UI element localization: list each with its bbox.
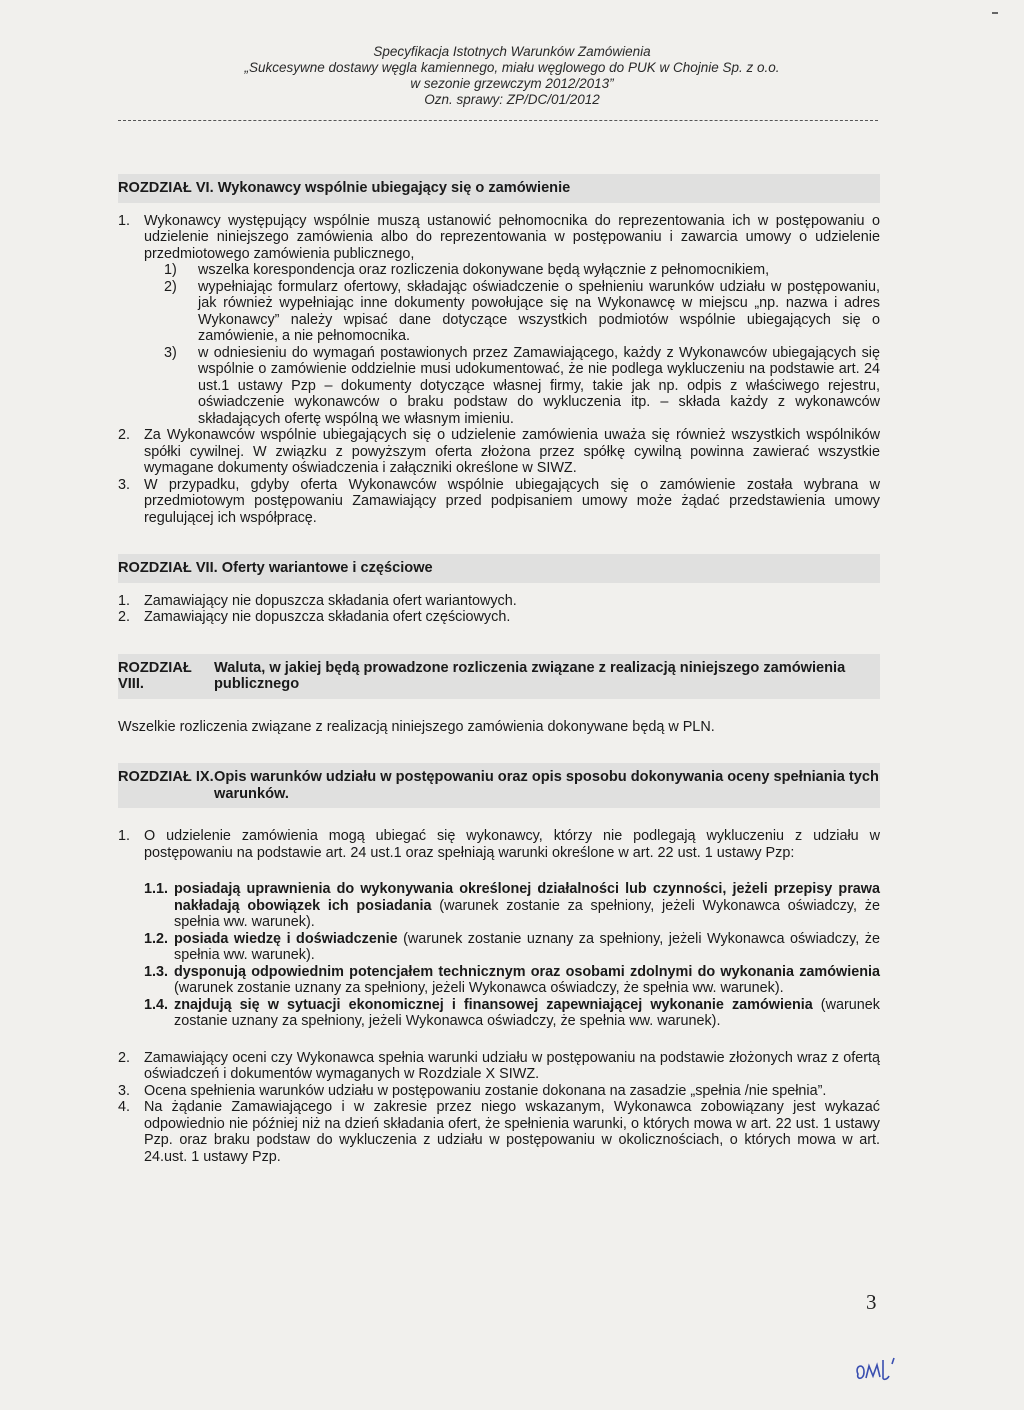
document-body	[118, 174, 880, 1165]
list-item: 2. Za Wykonawców wspólnie ubiegających się o udzielenie zamówienia uważa się również wszystkich wspólników spółki cywilnej. W związku z powyższym oferta złożona przez spółkę cywilną powinna zawierać wszystkie wymagane dokumenty oświadczenia i załączniki określone w SIWZ.	[118, 427, 880, 476]
section-title: Waluta, w jakiej będą prowadzone rozliczenia związane z realizacją niniejszego zamówienia publicznego	[214, 659, 846, 692]
list-item: 1. O udzielenie zamówienia mogą ubiegać się wykonawcy, którzy nie podlegają wykluczeniu z udziału w postępowaniu na podstawie art. 24 ust.1 oraz spełniają warunki określone w art. 22 ust. 1 ustawy Pzp:	[118, 828, 880, 861]
condition-item: 1.2. posiada wiedzę i doświadczenie (warunek zostanie uznany za spełniony, jeżeli Wykonawca oświadczy, że spełnia ww. warunek).	[144, 930, 880, 963]
section-title: Opis warunków udziału w postępowaniu oraz opis sposobu dokonywania oceny spełniania tych warunków.	[214, 769, 879, 802]
list-item: 1) wszelka korespondencja oraz rozliczenia dokonywane będą wyłącznie z pełnomocnikiem,	[164, 262, 880, 279]
scan-mark	[992, 12, 998, 14]
condition-item: 1.3. dysponują odpowiednim potencjałem technicznym oraz osobami zdolnymi do wykonania zamówienia (warunek zostanie uznany za spełniony, jeżeli Wykonawca oświadczy, że spełnia ww. warunek).	[144, 963, 880, 996]
signature-initials	[852, 1352, 906, 1386]
paragraph: wszelka korespondencja oraz rozliczenia dokonywane będą wyłącznie z pełnomocnikiem,	[198, 262, 770, 278]
condition-item: 1.4. znajdują się w sytuacji ekonomicznej i finansowej zapewniającej wykonanie zamówienia (warunek zostanie uznany za spełniony, jeżeli Wykonawca oświadczy, że spełnia ww. warunek).	[144, 996, 880, 1029]
paragraph: w odniesieniu do wymagań postawionych przez Zamawiającego, każdy z Wykonawców ubiegających się wspólnie o zamówienie oddzielnie musi udokumentować, że nie podlega wykluczeniu na podstawie art. 24 ust.1 ustawy Pzp – dokumenty dotyczące własnej firmy, takie jak np. odpis z właściwego rejestru, oświadczenie wykonawców o braku podstaw do wykluczenia itp. – składa każdy z wykonawców składających ofertę wspólną we własnym imieniu.	[198, 344, 880, 427]
list-item: 3. W przypadku, gdyby oferta Wykonawców wspólnie ubiegających się o zamówienie została wybrana w przedmiotowym postępowaniu Zamawiający przed podpisaniem umowy może żądać przedstawienia umowy regulującej ich współpracę.	[118, 476, 880, 526]
list-item: 2. Zamawiający nie dopuszcza składania ofert częściowych.	[118, 609, 880, 626]
list-item: 4. Na żądanie Zamawiającego i w zakresie przez niego wskazanym, Wykonawca zobowiązany jest wykazać odpowiednio nie później niż na dzień składania ofert, że spełnienia warunki, o których mowa w art. 22 ust. 1 ustawy Pzp. oraz braku podstaw do wykluczenia z udziału w postępowaniu w okolicznościach, o których mowa w art. 24.ust. 1 ustawy Pzp.	[118, 1099, 880, 1165]
paragraph: O udzielenie zamówienia mogą ubiegać się wykonawcy, którzy nie podlegają wykluczeniu z udziału w postępowaniu na podstawie art. 24 ust.1 oraz spełniają warunki określone w art. 22 ust. 1 ustawy Pzp:	[144, 828, 880, 861]
condition-item: 1.1. posiadają uprawnienia do wykonywania określonej działalności lub czynności, jeżeli przepisy prawa nakładają obowiązek ich posiadania (warunek zostanie za spełniony, jeżeli Wykonawca oświadczy, że spełnia ww. warunek).	[144, 881, 880, 930]
list-item: 1. Zamawiający nie dopuszcza składania ofert wariantowych.	[118, 593, 880, 610]
paragraph: Wszelkie rozliczenia związane z realizacją niniejszego zamówienia dokonywane będą w PLN.	[118, 718, 715, 735]
document-header	[0, 44, 1024, 108]
paragraph: Zamawiający nie dopuszcza składania ofert wariantowych.	[144, 592, 517, 609]
paragraph: Za Wykonawców wspólnie ubiegających się o udzielenie zamówienia uważa się również wszystkich wspólników spółki cywilnej. W związku z powyższym oferta złożona przez spółkę cywilną powinna zawierać wszystkie wymagane dokumenty oświadczenia i załączniki określone w SIWZ.	[144, 427, 880, 476]
header-line-1: Specyfikacja Istotnych Warunków Zamówienia	[373, 44, 651, 59]
section-number: ROZDZIAŁ VII.	[118, 560, 218, 576]
section-heading-9	[118, 763, 880, 808]
section-heading-6	[118, 174, 880, 203]
section-heading-7	[118, 554, 880, 583]
paragraph: Na żądanie Zamawiającego i w zakresie przez niego wskazanym, Wykonawca zobowiązany jest wykazać odpowiednio nie później niż na dzień składania ofert, że spełnienia warunki, o których mowa w art. 22 ust. 1 ustawy Pzp. oraz braku podstaw do wykluczenia z udziału w postępowaniu w okolicznościach, o których mowa w art. 24.ust. 1 ustawy Pzp.	[144, 1099, 880, 1165]
header-divider	[118, 120, 878, 121]
paragraph: Zamawiający nie dopuszcza składania ofert częściowych.	[144, 609, 511, 625]
section-title: Wykonawcy wspólnie ubiegający się o zamówienie	[217, 180, 571, 196]
section-number: ROZDZIAŁ VIII.	[118, 659, 192, 692]
paragraph: Ocena spełnienia warunków udziału w postępowaniu zostanie dokonana na zasadzie „spełnia /nie spełnia”.	[144, 1082, 827, 1099]
paragraph: W przypadku, gdyby oferta Wykonawców wspólnie ubiegających się o zamówienie została wybrana w przedmiotowym postępowaniu Zamawiający przed podpisaniem umowy może żądać przedstawienia umowy regulującej ich współpracę.	[144, 476, 880, 526]
list-item: 3) w odniesieniu do wymagań postawionych przez Zamawiającego, każdy z Wykonawców ubiegających się wspólnie o zamówienie oddzielnie musi udokumentować, że nie podlega wykluczeniu na podstawie art. 24 ust.1 ustawy Pzp – dokumenty dotyczące własnej firmy, takie jak np. odpis z właściwego rejestru, oświadczenie wykonawców o braku podstaw do wykluczenia itp. – składa każdy z wykonawców składających ofertę wspólną we własnym imieniu.	[164, 344, 880, 427]
section-number: ROZDZIAŁ VI.	[118, 180, 214, 196]
section-number: ROZDZIAŁ IX.	[118, 769, 214, 785]
paragraph: Zamawiający oceni czy Wykonawca spełnia warunki udziału w postępowaniu na podstawie złożonych wraz z ofertą oświadczeń i dokumentów wymaganych w Rozdziale X SIWZ.	[144, 1049, 880, 1082]
page-number: 3	[866, 1290, 877, 1314]
header-line-4: Ozn. sprawy: ZP/DC/01/2012	[424, 92, 600, 107]
list-item: 2) wypełniając formularz ofertowy, składając oświadczenie o spełnieniu warunków udziału w postępowaniu, jak również wypełniając inne dokumenty powołujące się na Wykonawcę w miejscu „np. nazwa i adres Wykonawcy” należy wpisać dane dotyczące wszystkich podmiotów wspólnie ubiegających się o zamówienie, a nie pełnomocnika.	[164, 278, 880, 344]
header-line-3: w sezonie grzewczym 2012/2013”	[410, 76, 614, 91]
section-heading-8	[118, 654, 880, 699]
paragraph: wypełniając formularz ofertowy, składając oświadczenie o spełnieniu warunków udziału w postępowaniu, jak również wypełniając inne dokumenty powołujące się na Wykonawcę w miejscu „np. nazwa i adres Wykonawcy” należy wpisać dane dotyczące wszystkich podmiotów wspólnie ubiegających się o zamówienie, a nie pełnomocnika.	[198, 278, 880, 344]
paragraph: Wykonawcy występujący wspólnie muszą ustanowić pełnomocnika do reprezentowania ich w postępowaniu o udzielenie niniejszego zamówienia albo do reprezentowania w postępowaniu i zawarcia umowy o udzielenie przedmiotowego zamówienia publicznego,	[144, 212, 880, 262]
header-line-2: „Sukcesywne dostawy węgla kamiennego, miału węglowego do PUK w Chojnie Sp. z o.o.	[244, 60, 780, 75]
list-item: 3. Ocena spełnienia warunków udziału w postępowaniu zostanie dokonana na zasadzie „spełnia /nie spełnia”.	[118, 1083, 880, 1100]
list-item: 1. Wykonawcy występujący wspólnie muszą ustanowić pełnomocnika do reprezentowania ich w postępowaniu o udzielenie niniejszego zamówienia albo do reprezentowania w postępowaniu i zawarcia umowy o udzielenie przedmiotowego zamówienia publicznego,	[118, 212, 880, 262]
list-item: 2. Zamawiający oceni czy Wykonawca spełnia warunki udziału w postępowaniu na podstawie złożonych wraz z ofertą oświadczeń i dokumentów wymaganych w Rozdziale X SIWZ.	[118, 1049, 880, 1082]
section-title: Oferty wariantowe i częściowe	[221, 560, 433, 576]
